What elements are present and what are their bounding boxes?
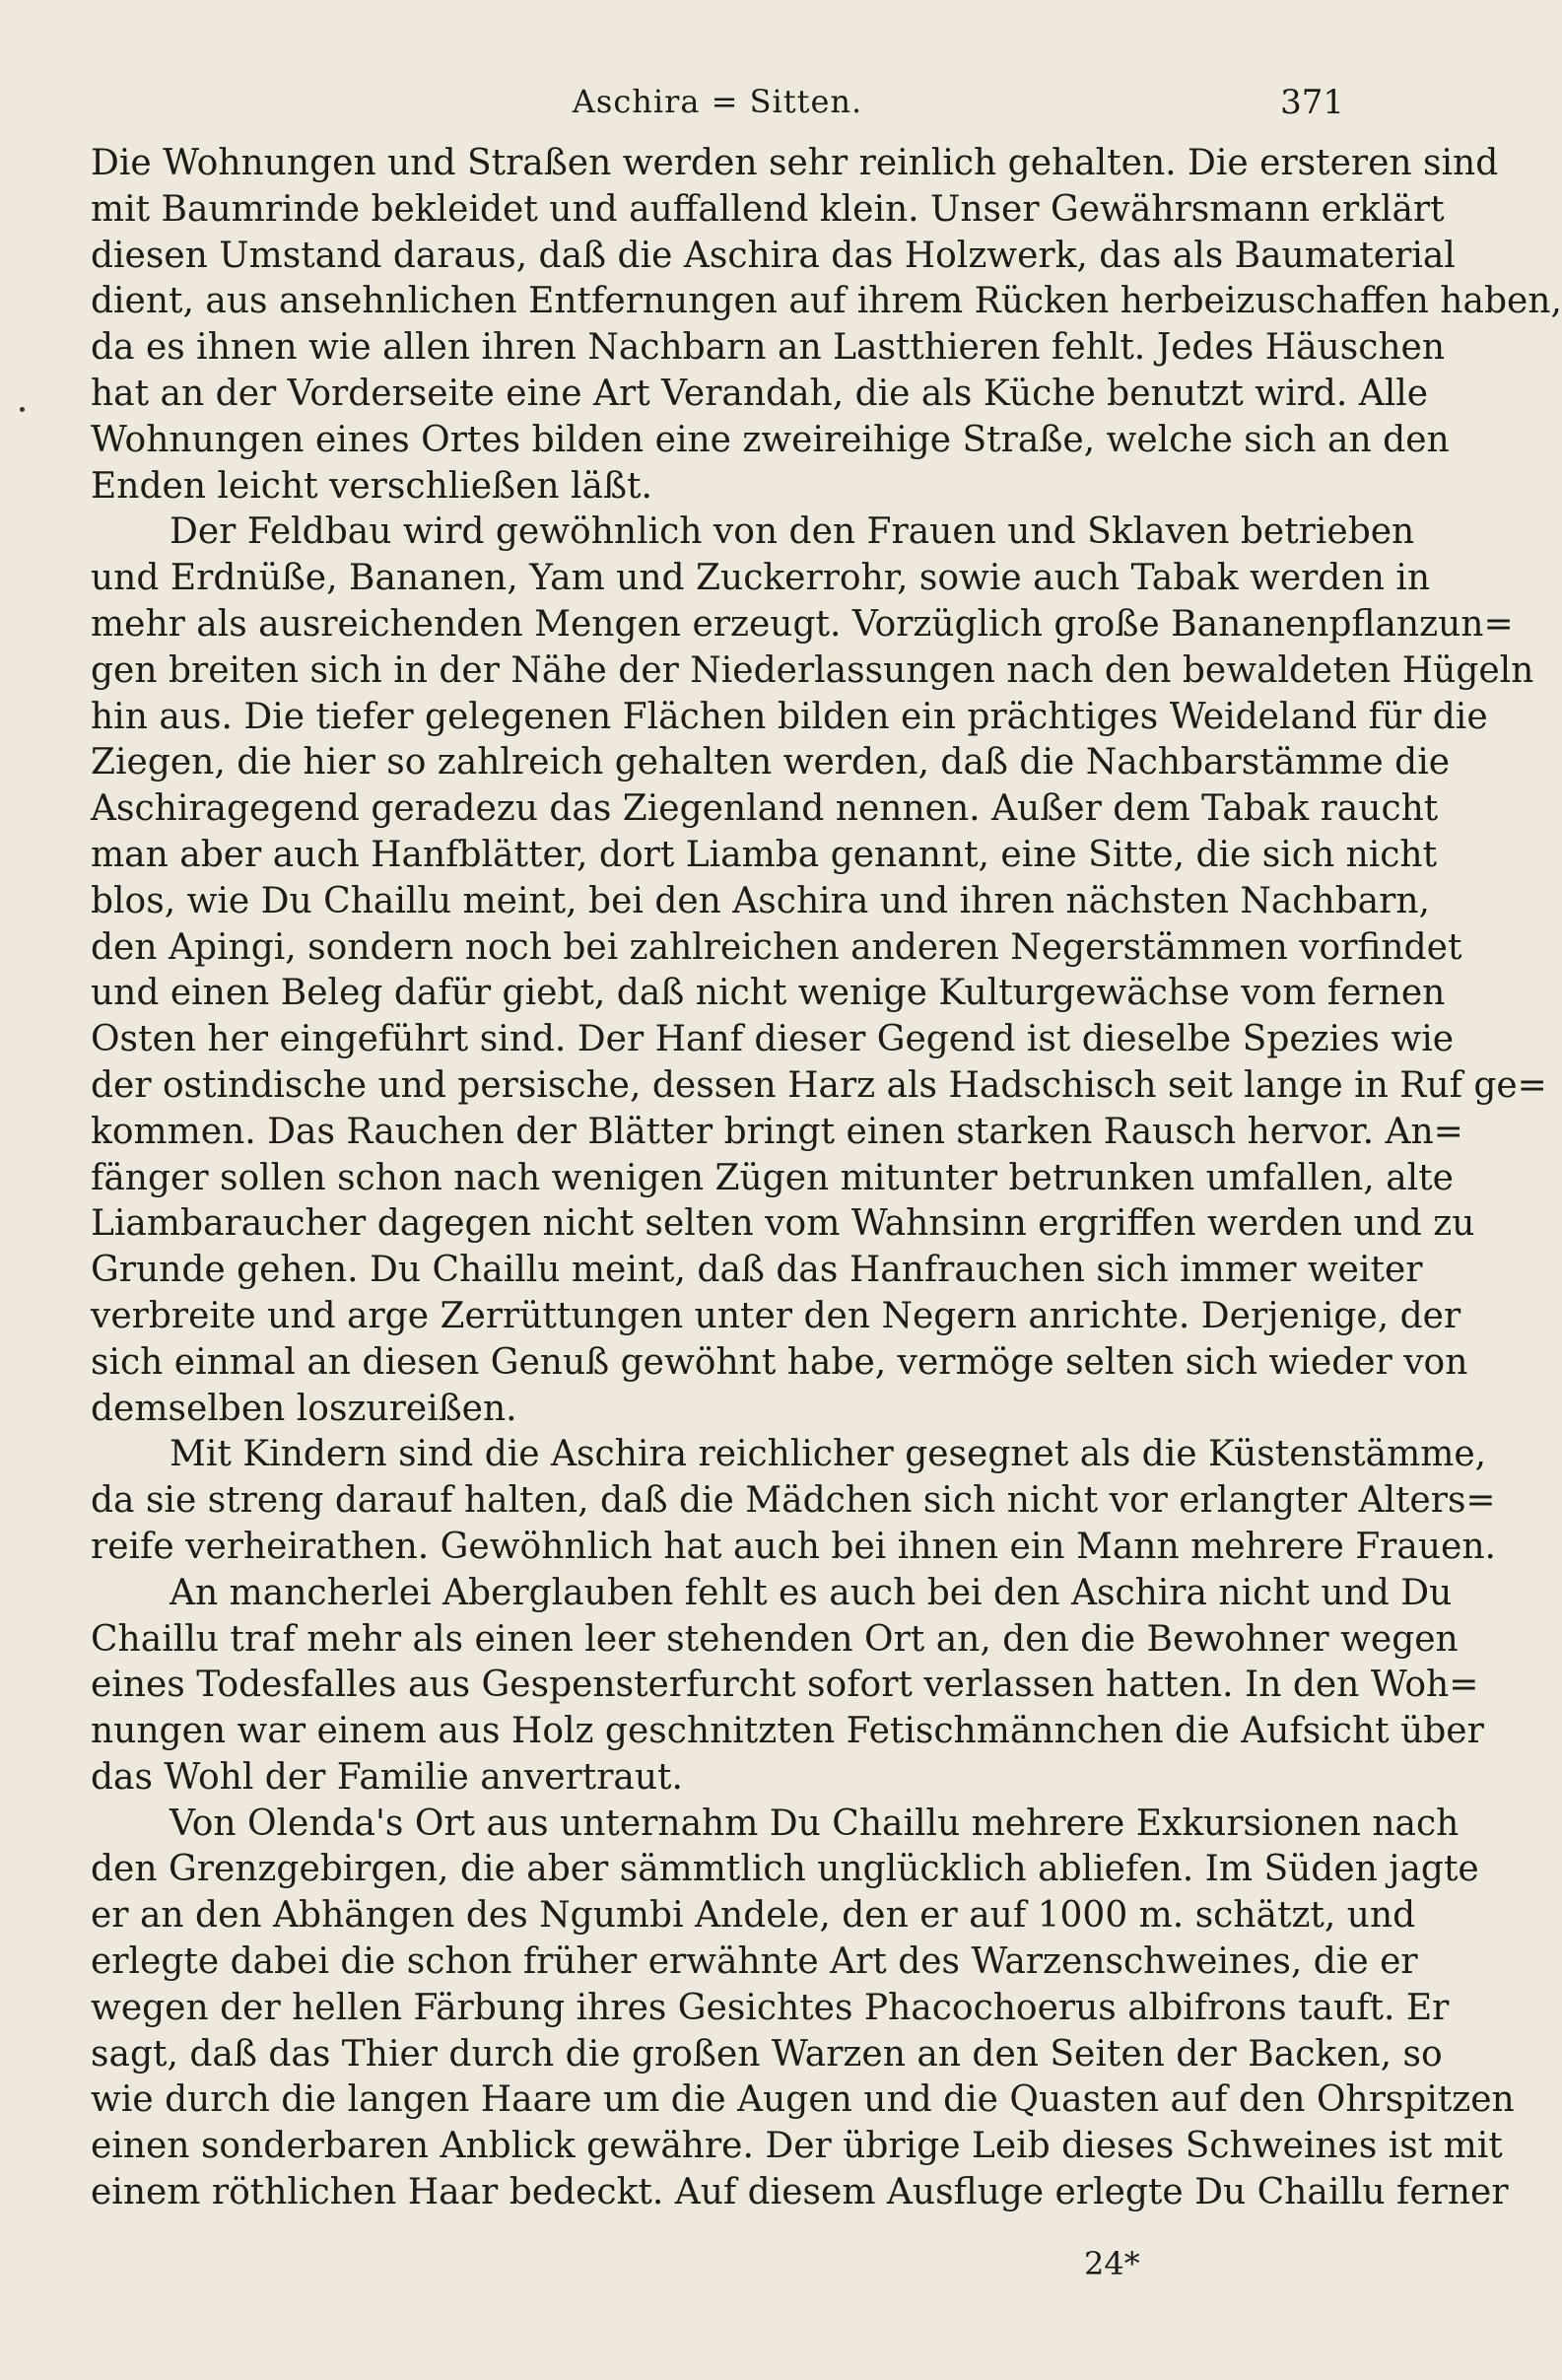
text-line: reife verheirathen. Gewöhnlich hat auch bei ihnen ein Mann mehrere Frauen. <box>91 1526 1496 1567</box>
margin-speck <box>20 407 25 412</box>
text-line: der ostindische und persische, dessen Harz als Hadschisch seit lange in Ruf ge= <box>91 1064 1547 1106</box>
text-line: Der Feldbau wird gewöhnlich von den Frauen und Sklaven betrieben <box>170 511 1415 553</box>
text-line: Von Olenda's Ort aus unternahm Du Chaillu mehrere Exkursionen nach <box>170 1802 1460 1844</box>
text-line: hat an der Vorderseite eine Art Verandah, die als Küche benutzt wird. Alle <box>91 373 1429 414</box>
body-text <box>91 141 1562 2263</box>
text-line: Aschiragegend geradezu das Ziegenland nennen. Außer dem Tabak raucht <box>91 788 1439 830</box>
text-line: den Apingi, sondern noch bei zahlreichen anderen Negerstämmen vorfindet <box>91 926 1462 968</box>
text-line: sich einmal an diesen Genuß gewöhnt habe, vermöge selten sich wieder von <box>91 1341 1468 1383</box>
text-line: Liambaraucher dagegen nicht selten vom Wahnsinn ergriffen werden und zu <box>91 1203 1475 1245</box>
text-line: An mancherlei Aberglauben fehlt es auch bei den Aschira nicht und Du <box>170 1572 1453 1613</box>
text-line: hin aus. Die tiefer gelegenen Flächen bilden ein prächtiges Weideland für die <box>91 696 1488 737</box>
running-head: Aschira = Sitten. <box>572 83 863 120</box>
text-line: einem röthlichen Haar bedeckt. Auf diesem Ausfluge erlegte Du Chaillu ferner <box>91 2172 1509 2213</box>
text-line: fänger sollen schon nach wenigen Zügen mitunter betrunken umfallen, alte <box>91 1157 1454 1198</box>
text-line: nungen war einem aus Holz geschnitzten Fetischmännchen die Aufsicht über <box>91 1711 1484 1752</box>
text-line: Ziegen, die hier so zahlreich gehalten werden, daß die Nachbarstämme die <box>91 742 1451 783</box>
text-line: wegen der hellen Färbung ihres Gesichtes Phacochoerus albifrons tauft. Er <box>91 1987 1450 2028</box>
text-line: da es ihnen wie allen ihren Nachbarn an Lastthieren fehlt. Jedes Häuschen <box>91 327 1446 369</box>
text-line: blos, wie Du Chaillu meint, bei den Aschira und ihren nächsten Nachbarn, <box>91 880 1430 921</box>
text-line: wie durch die langen Haare um die Augen und die Quasten auf den Ohrspitzen <box>91 2079 1515 2121</box>
text-line: mehr als ausreichenden Mengen erzeugt. Vorzüglich große Bananenpflanzun= <box>91 603 1514 645</box>
text-line: Chaillu traf mehr als einen leer stehenden Ort an, den die Bewohner wegen <box>91 1618 1459 1660</box>
text-line: diesen Umstand daraus, daß die Aschira das Holzwerk, das als Baumaterial <box>91 235 1456 276</box>
text-line: sagt, daß das Thier durch die großen Warzen an den Seiten der Backen, so <box>91 2033 1443 2074</box>
text-line: und einen Beleg dafür giebt, daß nicht wenige Kulturgewächse vom fernen <box>91 973 1446 1014</box>
text-line: Mit Kindern sind die Aschira reichlicher gesegnet als die Küstenstämme, <box>170 1434 1487 1475</box>
text-line: kommen. Das Rauchen der Blätter bringt einen starken Rausch hervor. An= <box>91 1111 1463 1152</box>
text-line: den Grenzgebirgen, die aber sämmtlich unglücklich abliefen. Im Süden jagte <box>91 1849 1479 1890</box>
text-line: man aber auch Hanfblätter, dort Liamba genannt, eine Sitte, die sich nicht <box>91 834 1438 875</box>
text-line: erlegte dabei die schon früher erwähnte Art des Warzenschweines, die er <box>91 1941 1418 1983</box>
text-line: gen breiten sich in der Nähe der Niederlassungen nach den bewaldeten Hügeln <box>91 649 1534 691</box>
page-header <box>91 83 1344 126</box>
text-line: Enden leicht verschließen läßt. <box>91 465 652 507</box>
text-line: Osten her eingeführt sind. Der Hanf dieser Gegend ist dieselbe Spezies wie <box>91 1019 1455 1060</box>
text-line: er an den Abhängen des Ngumbi Andele, den er auf 1000 m. schätzt, und <box>91 1895 1416 1937</box>
text-line <box>91 2216 1348 2263</box>
text-line: demselben loszureißen. <box>91 1388 517 1429</box>
text-line: Wohnungen eines Ortes bilden eine zweireihige Straße, welche sich an den <box>91 419 1450 460</box>
signature-mark: 24* <box>1084 2245 1140 2282</box>
text-line: verbreite und arge Zerrüttungen unter den Negern anrichte. Derjenige, der <box>91 1295 1461 1336</box>
text-line: eines Todesfalles aus Gespensterfurcht sofort verlassen hatten. In den Woh= <box>91 1665 1479 1706</box>
text-line: da sie streng darauf halten, daß die Mädchen sich nicht vor erlangter Alters= <box>91 1480 1496 1522</box>
text-line: Grunde gehen. Du Chaillu meint, daß das Hanfrauchen sich immer weiter <box>91 1250 1423 1291</box>
text-line: dient, aus ansehnlichen Entfernungen auf ihrem Rücken herbeizuschaffen haben, <box>91 281 1562 322</box>
text-line: einen sonderbaren Anblick gewähre. Der übrige Leib dieses Schweines ist mit <box>91 2126 1503 2167</box>
text-line: das Wohl der Familie anvertraut. <box>91 1756 683 1798</box>
text-line: mit Baumrinde bekleidet und auffallend klein. Unser Gewährsmann erklärt <box>91 188 1445 230</box>
text-line: und Erdnüße, Bananen, Yam und Zuckerrohr, sowie auch Tabak werden in <box>91 558 1431 599</box>
text-line: Die Wohnungen und Straßen werden sehr reinlich gehalten. Die ersteren sind <box>91 143 1499 183</box>
page-number: 371 <box>1280 83 1344 122</box>
